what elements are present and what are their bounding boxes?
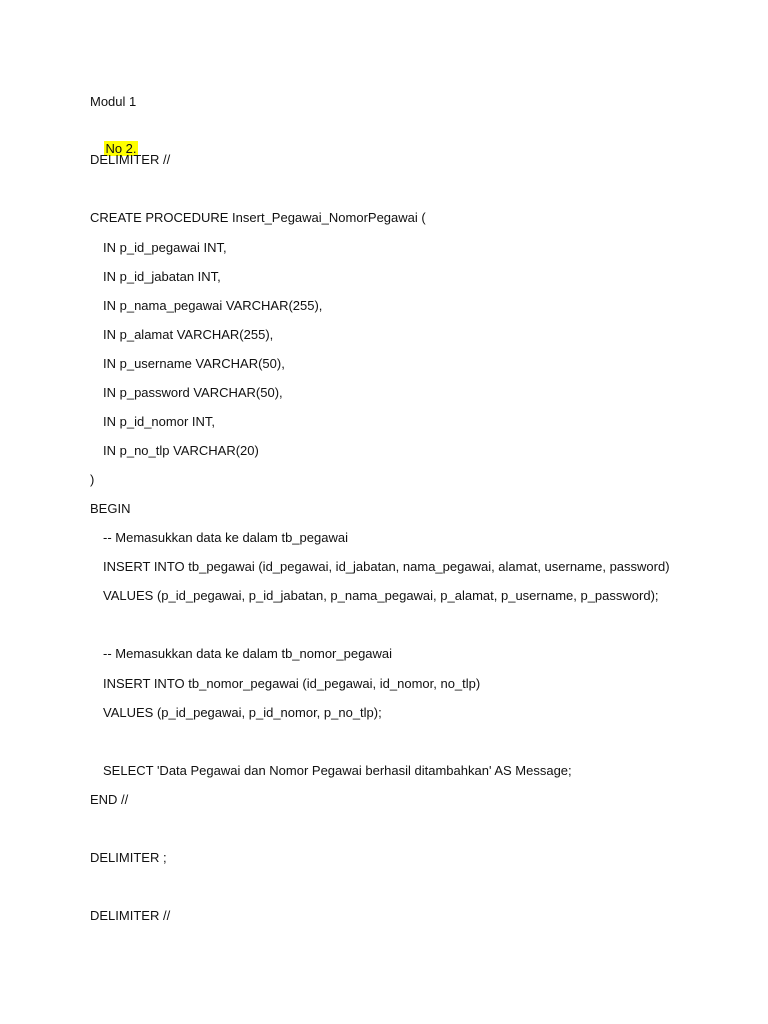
code-line: BEGIN [90, 501, 131, 516]
code-line: IN p_alamat VARCHAR(255), [103, 327, 274, 342]
code-line: DELIMITER // [90, 152, 171, 167]
code-line: CREATE PROCEDURE Insert_Pegawai_NomorPegawai ( [90, 210, 426, 225]
comment-line: -- Memasukkan data ke dalam tb_nomor_pegawai [103, 646, 393, 661]
code-line: VALUES (p_id_pegawai, p_id_nomor, p_no_tlp); [103, 705, 382, 720]
code-line: IN p_id_nomor INT, [103, 414, 215, 429]
code-line: VALUES (p_id_pegawai, p_id_jabatan, p_nama_pegawai, p_alamat, p_username, p_password); [103, 588, 659, 603]
code-line: IN p_id_jabatan INT, [103, 269, 221, 284]
code-line: DELIMITER ; [90, 850, 167, 865]
highlighted-number-label: No 2. [105, 141, 137, 156]
code-line: IN p_username VARCHAR(50), [103, 356, 285, 371]
code-line: DELIMITER // [90, 908, 171, 923]
code-line: IN p_id_pegawai INT, [103, 240, 227, 255]
comment-line: -- Memasukkan data ke dalam tb_pegawai [103, 530, 348, 545]
number-label-line [90, 122, 138, 156]
code-line: INSERT INTO tb_pegawai (id_pegawai, id_jabatan, nama_pegawai, alamat, username, password) [103, 559, 670, 574]
code-line: IN p_password VARCHAR(50), [103, 385, 283, 400]
code-line: INSERT INTO tb_nomor_pegawai (id_pegawai, id_nomor, no_tlp) [103, 676, 481, 691]
code-line: ) [90, 472, 95, 487]
code-line: END // [90, 792, 129, 807]
code-line: SELECT 'Data Pegawai dan Nomor Pegawai berhasil ditambahkan' AS Message; [103, 763, 572, 778]
code-line: IN p_nama_pegawai VARCHAR(255), [103, 298, 323, 313]
document-heading: Modul 1 [90, 94, 137, 109]
code-line: IN p_no_tlp VARCHAR(20) [103, 443, 259, 458]
